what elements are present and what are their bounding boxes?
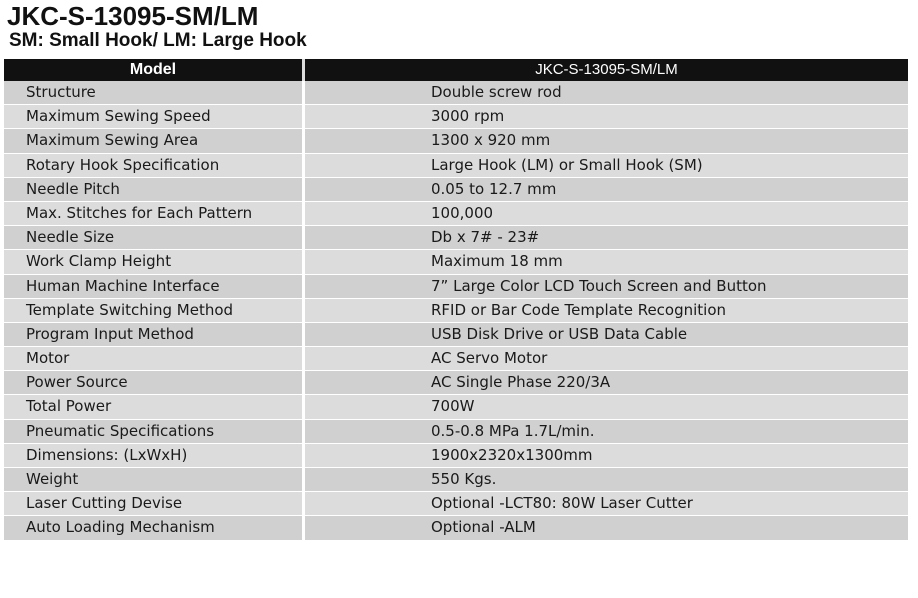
- spec-label: Dimensions: (LxWxH): [4, 444, 302, 467]
- spec-value: 550 Kgs.: [305, 468, 908, 491]
- spec-value: AC Servo Motor: [305, 347, 908, 370]
- spec-value: 700W: [305, 395, 908, 418]
- table-row: [4, 275, 908, 299]
- page-title: JKC-S-13095-SM/LM: [7, 1, 259, 31]
- header-model: Model: [129, 61, 177, 78]
- spec-value: 7” Large Color LCD Touch Screen and Button: [305, 275, 908, 298]
- spec-label: Human Machine Interface: [4, 275, 302, 298]
- spec-value: 1900x2320x1300mm: [305, 444, 908, 467]
- spec-value: 100,000: [305, 202, 908, 225]
- spec-label: Max. Stitches for Each Pattern: [4, 202, 302, 225]
- spec-value: 3000 rpm: [305, 105, 908, 128]
- spec-label: Rotary Hook Specification: [4, 154, 302, 177]
- spec-value: Maximum 18 mm: [305, 250, 908, 273]
- spec-label: Laser Cutting Devise: [4, 492, 302, 515]
- table-body: [4, 81, 908, 541]
- table-row: [4, 468, 908, 492]
- table-row: [4, 250, 908, 274]
- table-row: [4, 226, 908, 250]
- table-row: [4, 420, 908, 444]
- spec-label: Motor: [4, 347, 302, 370]
- table-row: [4, 347, 908, 371]
- table-row: [4, 444, 908, 468]
- spec-label: Maximum Sewing Speed: [4, 105, 302, 128]
- table-row: [4, 81, 908, 105]
- spec-label: Needle Size: [4, 226, 302, 249]
- spec-label: Total Power: [4, 395, 302, 418]
- spec-value: AC Single Phase 220/3A: [305, 371, 908, 394]
- spec-value: Optional -ALM: [305, 516, 908, 539]
- spec-label: Power Source: [4, 371, 302, 394]
- spec-value: 0.05 to 12.7 mm: [305, 178, 908, 201]
- spec-label: Auto Loading Mechanism: [4, 516, 302, 539]
- spec-value: Large Hook (LM) or Small Hook (SM): [305, 154, 908, 177]
- spec-label: Weight: [4, 468, 302, 491]
- table-row: [4, 154, 908, 178]
- table-row: [4, 323, 908, 347]
- spec-label: Pneumatic Specifications: [4, 420, 302, 443]
- table-header-row: [4, 59, 908, 81]
- spec-label: Template Switching Method: [4, 299, 302, 322]
- spec-value: Db x 7# - 23#: [305, 226, 908, 249]
- table-row: [4, 516, 908, 540]
- table-row: [4, 371, 908, 395]
- spec-label: Maximum Sewing Area: [4, 129, 302, 152]
- spec-value: Double screw rod: [305, 81, 908, 104]
- spec-value: RFID or Bar Code Template Recognition: [305, 299, 908, 322]
- spec-value: USB Disk Drive or USB Data Cable: [305, 323, 908, 346]
- spec-label: Structure: [4, 81, 302, 104]
- spec-value: Optional -LCT80: 80W Laser Cutter: [305, 492, 908, 515]
- header-model-value: JKC-S-13095-SM/LM: [535, 61, 678, 78]
- spec-value: 1300 x 920 mm: [305, 129, 908, 152]
- spec-label: Work Clamp Height: [4, 250, 302, 273]
- table-row: [4, 202, 908, 226]
- spec-table: [4, 59, 908, 541]
- table-row: [4, 395, 908, 419]
- spec-value: 0.5-0.8 MPa 1.7L/min.: [305, 420, 908, 443]
- spec-label: Needle Pitch: [4, 178, 302, 201]
- spec-label: Program Input Method: [4, 323, 302, 346]
- table-row: [4, 178, 908, 202]
- table-row: [4, 299, 908, 323]
- table-row: [4, 105, 908, 129]
- table-row: [4, 492, 908, 516]
- table-row: [4, 129, 908, 153]
- page-subtitle: SM: Small Hook/ LM: Large Hook: [9, 30, 307, 51]
